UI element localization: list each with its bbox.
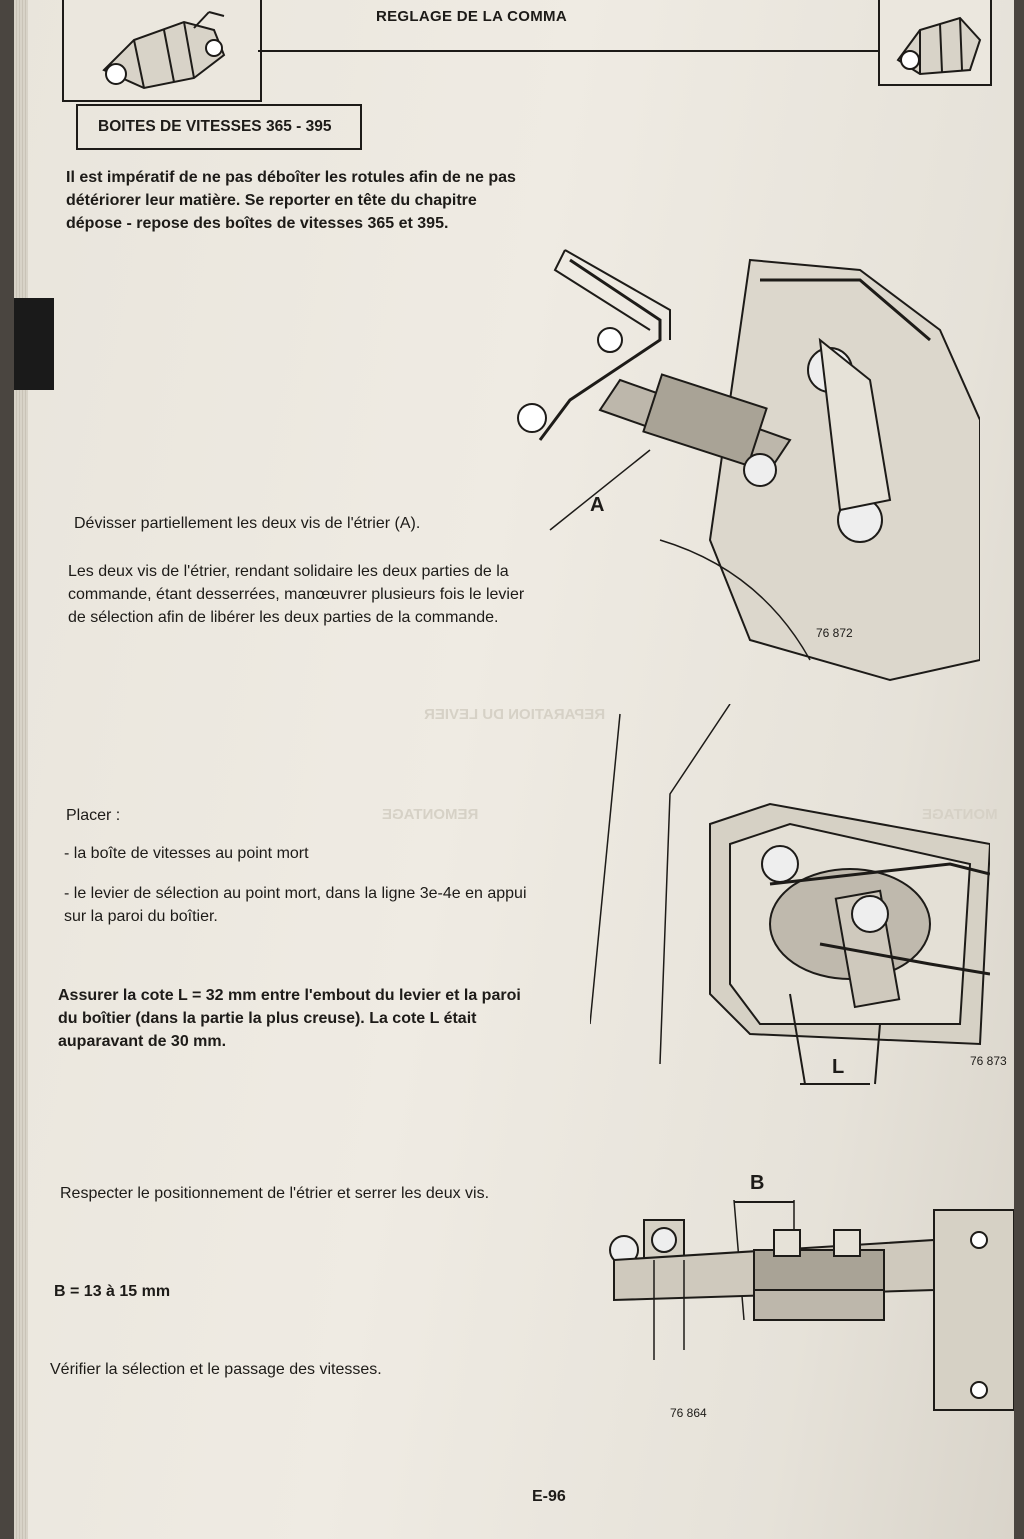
bleed-through-heading: REPARATION DU LEVIER (424, 706, 606, 723)
page-title: REGLAGE DE LA COMMA (376, 8, 567, 25)
placer-title: Placer : (66, 807, 121, 824)
cote-paragraph: Assurer la cote L = 32 mm entre l'embout du levier et la paroi du boîtier (dans la partie la plus creuse). La cote L était auparavant de 30 mm. (58, 987, 521, 1050)
figure-76873 (590, 704, 990, 1094)
bleed-through-heading: MONTAGE (922, 806, 998, 823)
figure-label-l: L (832, 1056, 845, 1078)
figure-reference: 76 873 (970, 1054, 1007, 1068)
placer-item: - la boîte de vitesses au point mort (64, 845, 309, 862)
figure-reference: 76 864 (670, 1406, 707, 1420)
page-number: E-96 (532, 1488, 566, 1505)
verify-paragraph: Vérifier la sélection et le passage des vitesses. (50, 1361, 382, 1378)
bleed-through-heading: REMONTAGE (382, 806, 479, 823)
page-edge (14, 0, 28, 1539)
document-page (14, 0, 1014, 1539)
header-gearbox-illustration-right (878, 0, 992, 86)
gearbox-icon (64, 0, 260, 100)
chapter-tab-marker (14, 298, 54, 390)
section-heading: BOITES DE VITESSES 365 - 395 (76, 104, 362, 150)
figure-76864 (594, 1180, 1014, 1420)
placer-item: - le levier de sélection au point mort, dans la ligne 3e-4e en appui sur la paroi du boîtier. (64, 885, 527, 925)
b-value: B = 13 à 15 mm (54, 1283, 171, 1300)
figure-76872 (510, 240, 980, 690)
gearbox-icon (880, 0, 990, 84)
header-gearbox-illustration (62, 0, 262, 102)
figure-label-a: A (590, 494, 605, 516)
step-release: Les deux vis de l'étrier, rendant solidaire les deux parties de la commande, étant desserrées, manœuvrer plusieurs fois le levier de sélection afin de libérer les deux parties de la commande. (68, 563, 525, 626)
step-unscrew: Dévisser partiellement les deux vis de l'étrier (A). (74, 515, 421, 532)
header-rule (258, 50, 878, 52)
respect-paragraph: Respecter le positionnement de l'étrier et serrer les deux vis. (60, 1185, 490, 1202)
figure-label-b: B (750, 1172, 765, 1194)
intro-paragraph: Il est impératif de ne pas déboîter les rotules afin de ne pas détériorer leur matière. Se reporter en tête du chapitre dépose - repose des boîtes de vitesses 365 et 395. (66, 169, 516, 232)
figure-reference: 76 872 (816, 626, 853, 640)
